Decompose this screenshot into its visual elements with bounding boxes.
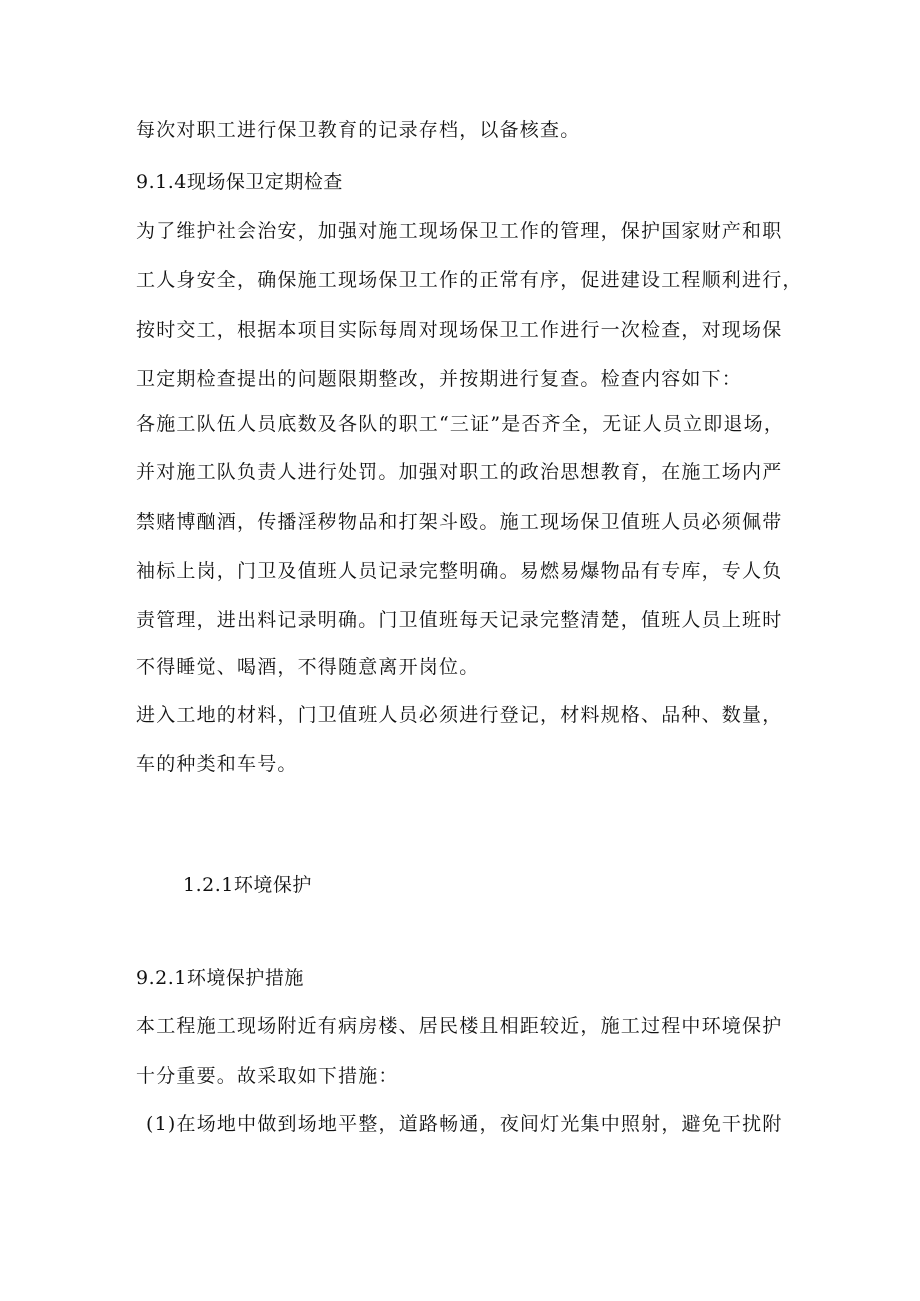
section-heading: 9.2.1环境保护措施 [136,967,304,989]
paragraph-line: 禁赌博酗酒，传播淫秽物品和打架斗殴。施工现场保卫值班人员必须佩带 [136,511,783,533]
paragraph-line: 各施工队伍人员底数及各队的职工“三证”是否齐全，无证人员立即退场， [136,413,785,435]
paragraph-line: 不得睡觉、喝酒，不得随意离开岗位。 [136,656,480,678]
paragraph-line: 车的种类和车号。 [136,753,298,775]
paragraph-line: 为了维护社会治安，加强对施工现场保卫工作的管理，保护国家财产和职 [136,220,783,242]
paragraph-line: 每次对职工进行保卫教育的记录存档，以备核查。 [136,119,581,141]
paragraph-line: 并对施工队负责人进行处罚。加强对职工的政治思想教育，在施工场内严 [136,461,783,483]
list-item: (1)在场地中做到场地平整，道路畅通，夜间灯光集中照射，避免干扰附 [146,1113,783,1135]
paragraph-line: 工人身安全，确保施工现场保卫工作的正常有序，促进建设工程顺利进行， [136,269,803,291]
section-heading: 9.1.4现场保卫定期检查 [136,171,343,193]
paragraph-line: 按时交工，根据本项目实际每周对现场保卫工作进行一次检查，对现场保 [136,319,783,341]
paragraph-line: 责管理，进出料记录明确。门卫值班每天记录完整清楚，值班人员上班时 [136,609,783,631]
paragraph-line: 进入工地的材料，门卫值班人员必须进行登记，材料规格、品种、数量， [136,704,783,726]
paragraph-line: 袖标上岗，门卫及值班人员记录完整明确。易燃易爆物品有专库，专人负 [136,560,783,582]
paragraph-line: 本工程施工现场附近有病房楼、居民楼且相距较近，施工过程中环境保护 [136,1015,783,1037]
paragraph-line: 十分重要。故采取如下措施： [136,1065,399,1087]
section-heading: 1.2.1环境保护 [183,874,312,896]
paragraph-line: 卫定期检查提出的问题限期整改，并按期进行复查。检查内容如下： [136,368,743,390]
